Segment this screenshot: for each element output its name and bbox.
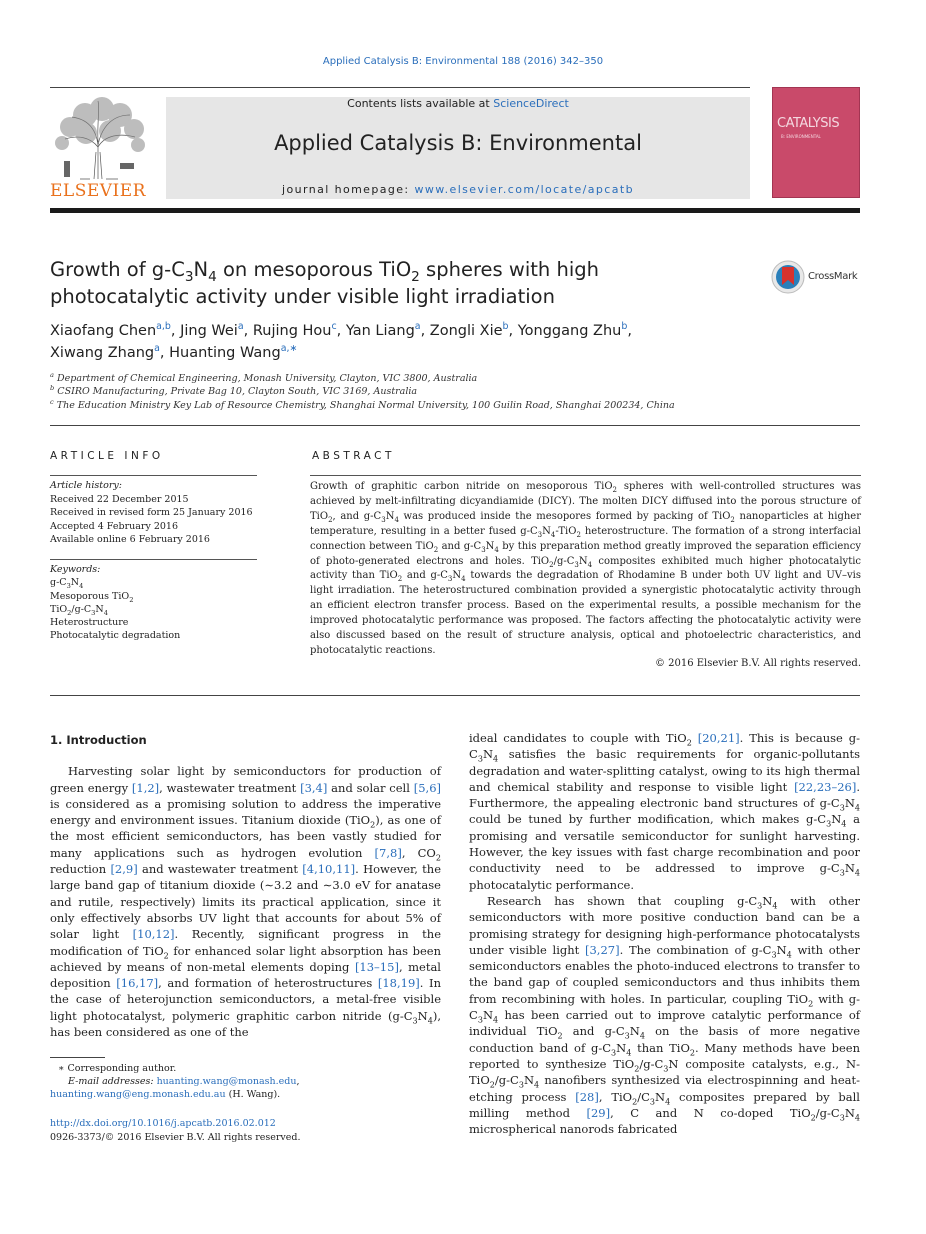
body-column-left (50, 732, 441, 1040)
email-suffix: (H. Wang). (225, 1089, 281, 1101)
abstract-text: Growth of graphitic carbon nitride on mesoporous TiO$_2$ spheres with well-controlled structures was achieved by melt-infiltrating dicyandiamide (DICY). The molten DICY diffused into the porous structure of TiO$_2$, and $g-C_3N_4$ was produced inside the mesopores formed by packing of TiO$_2$ nanoparticles at higher temperature, resulting in a better fused $g-C_3N_4-TiO_2$ heterostructure. The formation of a strong interfacial connection between TiO$_2$ and $g-C_3N_4$ by this preparation method greatly improved the separation efficiency of photo-generated electrons and holes. $TiO_2/g-C_3N_4$ composites exhibited much higher photocatalytic activity than TiO$_2$ and $g-C_3N_4$ towards the degradation of Rhodamine B under both UV light and UV–vis light irradiation. The heterostructured combination provided a synergistic photocatalytic activity through an efficient electron transfer process. Based on the experimental results, a possible mechanism for the improved photocatalytic performance was proposed. The factors affecting the photocatalytic activity were also discussed based on the result of structure analysis, optical and photoelectric characteristics, and photocatalytic reactions. (310, 481, 862, 656)
affiliation: $^b$ CSIRO Manufacturing, Private Bag 10, Clayton South, VIC 3169, Australia (50, 384, 418, 398)
section-rule (50, 425, 860, 426)
homepage-link[interactable]: www.elsevier.com/locate/apcatb (414, 183, 634, 196)
abstract-rule (310, 475, 861, 476)
history-item: Received 22 December 2015 (50, 493, 189, 505)
crossmark-label: CrossMark (808, 271, 858, 282)
paragraph: ideal candidates to couple with TiO$_2$ [20,21]. This is because $g-C_3N_4$ satisfies the basic requirements for organic-pollutants degradation and water-splitting catalyst, owing to its high thermal and chemical stability and response to visible light [22,23–26]. Furthermore, the appealing electronic band structures of $g-C_3N_4$ could be tuned by further modification, which makes $g-C_3N_4$ a promising and versatile semiconductor for sunlight harvesting. However, the key issues with fast charge recombination and poor conductivity need to be addressed to improve $g-C_3N_4$ photocatalytic performance. (469, 731, 861, 892)
author[interactable]: Yan Liang$^a$ (345, 321, 421, 339)
email-label: E-mail addresses: (68, 1076, 154, 1088)
reference-link[interactable]: [10,12] (132, 927, 175, 942)
sciencedirect-link[interactable]: ScienceDirect (493, 97, 569, 110)
article-info-rule (50, 475, 257, 476)
homepage-prefix: journal homepage: (282, 183, 410, 196)
journal-name: Applied Catalysis B: Environmental (274, 131, 642, 155)
article-title: Growth of $g-C_3N_4$ on mesoporous TiO$_2$ spheres with high photocatalytic activity under visible light irradiation (50, 258, 599, 308)
contents-prefix: Contents lists available at (347, 97, 490, 110)
reference-link[interactable]: [13–15] (354, 959, 399, 974)
email-link[interactable]: huanting.wang@monash.edu (156, 1076, 297, 1088)
author[interactable]: Huanting Wang$^{a,∗}$ (169, 343, 298, 361)
history-item: Accepted 4 February 2016 (50, 520, 179, 532)
keyword: Mesoporous TiO$_2$ (50, 590, 134, 604)
footnote-rule (50, 1057, 105, 1058)
affiliation: $^a$ Department of Chemical Engineering, Monash University, Clayton, VIC 3800, Australia (50, 370, 478, 384)
contents-line (166, 97, 750, 110)
reference-link[interactable]: [7,8] (374, 845, 402, 860)
issn-line: 0926-3373/© 2016 Elsevier B.V. All rights reserved. (50, 1131, 301, 1143)
author[interactable]: Xiwang Zhang$^a$ (50, 343, 160, 361)
history-item: Available online 6 February 2016 (50, 534, 210, 545)
keywords-label: Keywords: (50, 564, 101, 575)
paragraph: Research has shown that coupling $g-C_3N_4$ with other semiconductors with more positive conduction band can be a promising strategy for designing high-performance photocatalysts under visible light [3,27]. The combination of $g-C_3N_4$ with other semiconductors enables the photo-induced electrons to transfer to the band gap of coupled semiconductors and thus inhibits them from recombining with holes. In particular, coupling TiO$_2$ with $g-C_3N_4$ has been carried out to improve catalytic performance of individual TiO$_2$ and $g-C_3N_4$ on the basis of more negative conduction band of $g-C_3N_4$ than TiO$_2$. Many methods have been reported to synthesize $TiO_2/g-C_3N$ composite catalysts, e.g., $N-TiO_2/g-C_3N_4$ nanofibers synthesized via electrospinning and heat-etching process [28], $TiO_2/C_3N_4$ composites prepared by ball milling method [29], C and N co-doped $TiO_2/g-C_3N_4$ microspherical nanorods fabricated (469, 893, 861, 1137)
corresponding-author-footnote: ∗ Corresponding author. E-mail addresses: huanting.wang@monash.edu, huanting.wang@eng.monash.edu.au (H. Wang). (50, 1062, 350, 1102)
affiliation: $^c$ The Education Ministry Key Lab of Resource Chemistry, Shanghai Normal University, 100 Guilin Road, Shanghai 200234, China (50, 397, 675, 411)
reference-link[interactable]: [5,6] (413, 780, 441, 795)
journal-cover-thumbnail[interactable] (772, 87, 860, 198)
journal-citation[interactable]: Applied Catalysis B: Environmental 188 (2016) 342–350 (322, 56, 604, 67)
keyword: Heterostructure (50, 617, 129, 629)
cover-subtitle: B: ENVIRONMENTAL (781, 134, 821, 139)
author[interactable]: Jing Wei$^a$ (180, 321, 244, 339)
author[interactable]: Xiaofang Chen$^{a,b}$ (50, 321, 171, 339)
reference-link[interactable]: [3,27] (584, 942, 620, 957)
section-rule (50, 695, 860, 696)
abstract-heading: ABSTRACT (312, 450, 395, 462)
affiliations (50, 372, 860, 412)
author[interactable]: Rujing Hou$^c$ (252, 321, 337, 339)
copyright-notice: © 2016 Elsevier B.V. All rights reserved. (654, 658, 861, 669)
reference-link[interactable]: [1,2] (131, 780, 160, 795)
header-rule (50, 87, 750, 88)
paragraph: Harvesting solar light by semiconductors for production of green energy [1,2], wastewater treatment [3,4] and solar cell [5,6] is considered as a promising solution to address the imperative energy and environment issues. Titanium dioxide (TiO$_2$), as one of the most efficient semiconductors, has been vastly studied for many applications such as hydrogen evolution [7,8], $CO_2$ reduction [2,9] and wastewater treatment [4,10,11]. However, the large band gap of titanium dioxide (∼3.2 and ∼3.0 eV for anatase and rutile, respectively) limits its practical application, since it only effectively absorbs UV light that accounts for about 5% of solar light [10,12]. Recently, significant progress in the modification of TiO$_2$ for enhanced solar light absorption has been achieved by means of non-metal elements doping [13–15], metal deposition [16,17], and formation of heterostructures [18,19]. In the case of heterojunction semiconductors, a metal-free visible light photocatalyst, polymeric graphitic carbon nitride $(g-C_3N_4)$, has been considered as one of the (50, 764, 442, 1040)
cover-title: CATALYSIS (777, 116, 840, 131)
corresponding-label: ∗ Corresponding author. (58, 1063, 177, 1074)
journal-masthead (166, 97, 750, 199)
author-list: Xiaofang Chen$^{a,b}$, Jing Wei$^a$, Rujing Hou$^c$, Yan Liang$^a$, Zongli Xie$^b$, Yonggang Zhu$^b$, Xiwang Zhang$^a$, Huanting Wang$^{a,∗}$ (50, 321, 632, 361)
keyword: $g-C_3N_4$ (50, 577, 84, 591)
article-info-heading: ARTICLE INFO (50, 450, 164, 462)
history-label: Article history: (50, 480, 122, 491)
crossmark-icon (770, 259, 806, 295)
elsevier-logo[interactable] (50, 97, 150, 200)
body-column-right (469, 730, 860, 1137)
reference-link[interactable]: [18,19] (377, 976, 420, 991)
history-item: Received in revised form 25 January 2016 (50, 507, 253, 518)
reference-link[interactable]: [2,9] (110, 862, 138, 877)
article-history (50, 479, 260, 547)
keyword: Photocatalytic degradation (50, 630, 181, 642)
elsevier-wordmark: ELSEVIER (50, 181, 146, 201)
reference-link[interactable]: [3,4] (300, 780, 328, 795)
keywords-rule (50, 559, 257, 560)
email-link[interactable]: huanting.wang@eng.monash.edu.au (50, 1089, 226, 1101)
reference-link[interactable]: [28] (575, 1089, 599, 1104)
crossmark-badge[interactable] (770, 259, 862, 295)
journal-homepage (166, 183, 750, 196)
introduction-heading: 1. Introduction (50, 733, 147, 747)
reference-link[interactable]: [4,10,11] (302, 862, 356, 877)
reference-link[interactable]: [20,21] (697, 731, 740, 745)
doi-block (50, 1117, 450, 1144)
author[interactable]: Zongli Xie$^b$ (429, 321, 509, 339)
elsevier-tree-icon (50, 97, 150, 181)
masthead-divider (50, 208, 860, 213)
reference-link[interactable]: [16,17] (116, 976, 159, 991)
reference-link[interactable]: [29] (586, 1105, 611, 1120)
reference-link[interactable]: [22,23–26] (794, 779, 857, 794)
author[interactable]: Yonggang Zhu$^b$ (517, 321, 628, 339)
keywords (50, 563, 260, 643)
doi-link[interactable]: http://dx.doi.org/10.1016/j.apcatb.2016.02.012 (50, 1118, 276, 1129)
keyword: $TiO_2/g-C_3N_4$ (50, 603, 108, 617)
